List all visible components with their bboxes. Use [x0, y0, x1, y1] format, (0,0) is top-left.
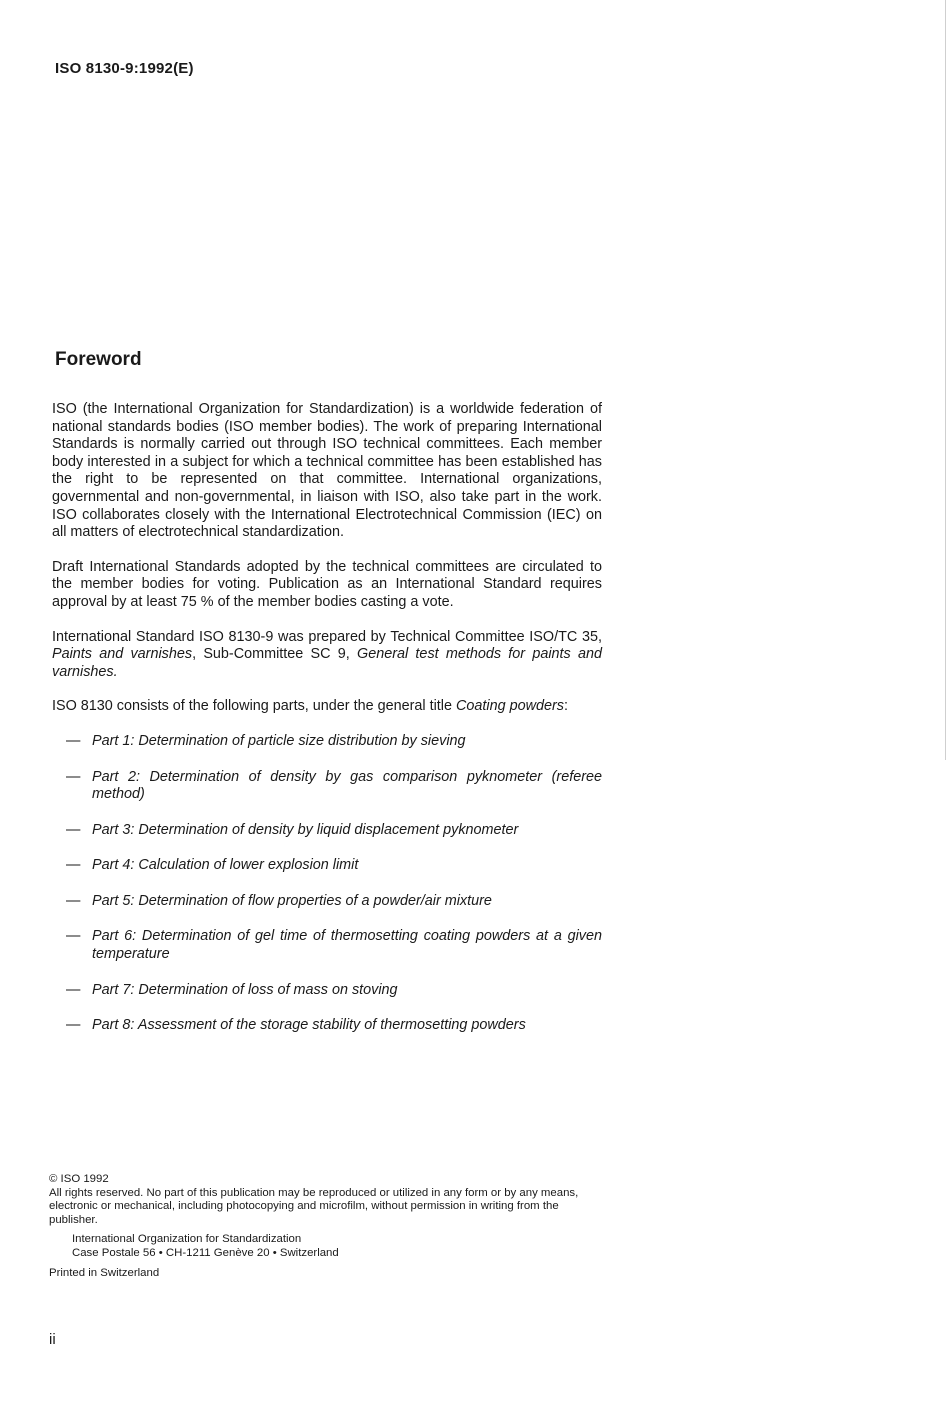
rights-reserved-text: All rights reserved. No part of this publication may be reproduced or utilized in any form or by any means, electronic or mechanical, including photocopying and microfilm, without permission in writing from the publisher.	[49, 1186, 579, 1226]
list-item	[52, 857, 602, 875]
part-text: Part 1: Determination of particle size distribution by sieving	[92, 732, 466, 749]
subcommittee-title: General test methods for paints and varnishes.	[52, 646, 602, 680]
foreword-body	[52, 401, 602, 1053]
list-item	[52, 733, 602, 751]
part-text: Part 7: Determination of loss of mass on stoving	[92, 981, 398, 998]
dash-bullet: —	[66, 1017, 81, 1034]
dash-bullet: —	[66, 821, 81, 838]
section-heading: Foreword	[55, 349, 142, 370]
text-run: , Sub-Committee SC 9,	[192, 646, 357, 663]
dash-bullet: —	[66, 857, 81, 874]
document-id: ISO 8130-9:1992(E)	[55, 60, 194, 77]
part-text: Part 2: Determination of density by gas comparison pyknometer (referee method)	[92, 768, 602, 803]
paragraph-draft-standards: Draft International Standards adopted by the technical committees are circulated to the member bodies for voting. Publication as an International Standard requires approval by at least 75 % of the member bodies casting a vote.	[52, 558, 602, 610]
dash-bullet: —	[66, 981, 81, 998]
list-item	[52, 822, 602, 840]
paragraph-iso-intro: ISO (the International Organization for Standardization) is a worldwide federation of national standards bodies (ISO member bodies). The work of preparing International Standards is normally carried out through ISO technical committees. Each member body interested in a subject for which a technical committee has been established has the right to be represented on that committee. International organizations, governmental and non-governmental, in liaison with ISO, also take part in the work. ISO collaborates closely with the International Electrotechnical Commission (IEC) on all matters of electrotechnical standardization.	[52, 401, 602, 541]
paragraph-prepared-by	[52, 629, 602, 682]
part-text: Part 3: Determination of density by liquid displacement pyknometer	[92, 821, 519, 838]
scan-edge-line	[945, 0, 946, 760]
organization-name: International Organization for Standardization	[72, 1233, 302, 1246]
text-run: :	[563, 698, 568, 715]
text-run: ISO 8130 consists of the following parts, under the general title	[52, 698, 456, 715]
list-item	[52, 769, 602, 804]
copyright-line: © ISO 1992	[49, 1173, 109, 1185]
list-item	[52, 928, 602, 963]
copyright-notice	[49, 1173, 597, 1280]
part-text: Part 6: Determination of gel time of thermosetting coating powders at a given temperature	[92, 928, 602, 963]
part-text: Part 4: Calculation of lower explosion limit	[92, 857, 359, 874]
text-run: International Standard ISO 8130-9 was prepared by Technical Committee ISO/TC 35,	[52, 628, 602, 645]
page-number: ii	[49, 1331, 56, 1348]
paragraph-parts-intro	[52, 698, 602, 716]
part-text: Part 8: Assessment of the storage stability of thermosetting powders	[92, 1017, 526, 1034]
organization-address: Case Postale 56 • CH-1211 Genève 20 • Switzerland	[72, 1246, 339, 1259]
general-title: Coating powders	[455, 698, 564, 715]
dash-bullet: —	[66, 768, 81, 785]
list-item	[52, 893, 602, 911]
dash-bullet: —	[66, 732, 81, 749]
part-text: Part 5: Determination of flow properties of a powder/air mixture	[92, 892, 492, 909]
list-item	[52, 982, 602, 1000]
printed-in: Printed in Switzerland	[49, 1266, 160, 1279]
dash-bullet: —	[66, 892, 81, 909]
parts-list	[52, 733, 602, 1035]
dash-bullet: —	[66, 928, 81, 945]
list-item	[52, 1017, 602, 1035]
committee-title: Paints and varnishes	[52, 646, 193, 663]
